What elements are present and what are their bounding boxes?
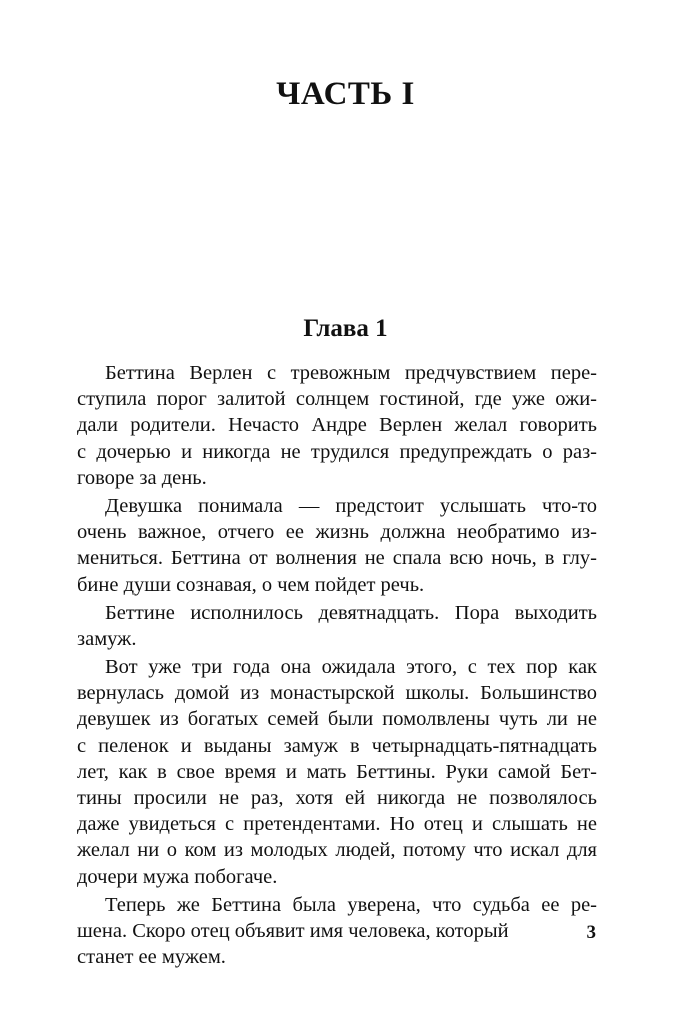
body-text: [77, 360, 597, 970]
text-line: Теперь же Беттина была уверена, что судьба ее ре-: [105, 893, 597, 916]
text-line: шена. Скоро отец объявит имя человека, который: [77, 919, 509, 942]
text-line: с пеленок и выданы замуж в четырнадцать-пятнадцать: [77, 734, 597, 757]
text-line: с дочерью и никогда не трудился предупреждать о раз-: [77, 440, 597, 463]
text-line: Беттине исполнилось девятнадцать. Пора выходить: [105, 601, 597, 624]
text-line: Девушка понимала — предстоит услышать что-то: [105, 494, 597, 517]
text-line: желал ни о ком из молодых людей, потому что искал для: [77, 839, 597, 862]
text-line: бине души сознавая, о чем пойдет речь.: [77, 573, 425, 596]
paragraph: [77, 892, 597, 971]
text-line: Беттина Верлен с тревожным предчувствием пере-: [105, 362, 597, 384]
text-line: ступила порог залитой солнцем гостиной, где уже ожи-: [77, 388, 597, 411]
chapter-title: Глава 1: [303, 315, 388, 342]
paragraph: [77, 360, 597, 491]
text-line: говоре за день.: [77, 466, 207, 489]
text-line: дочери мужа побогаче.: [77, 865, 278, 888]
text-line: мениться. Беттина от волнения не спала всю ночь, в глу-: [77, 547, 597, 570]
paragraph: [77, 493, 597, 598]
page-number: 3: [586, 922, 596, 943]
text-line: очень важное, отчего ее жизнь должна необратимо из-: [77, 521, 597, 544]
text-line: вернулась домой из монастырской школы. Большинство: [77, 682, 597, 705]
paragraph: [77, 654, 597, 890]
text-line: лет, как в свое время и мать Беттины. Руки самой Бет-: [77, 760, 597, 783]
text-line: тины просили не раз, хотя ей никогда не позволялось: [77, 787, 597, 809]
text-line: девушек из богатых семей были помолвлены чуть ли не: [77, 708, 597, 731]
text-line: Вот уже три года она ожидала этого, с тех пор как: [105, 656, 597, 679]
text-line: станет ее мужем.: [77, 946, 226, 969]
paragraph: [77, 600, 597, 652]
text-line: дали родители. Нечасто Андре Верлен желал говорить: [77, 414, 597, 437]
part-title: ЧАСТЬ I: [276, 76, 415, 112]
text-line: даже увидеться с претендентами. Но отец и слышать не: [77, 813, 597, 836]
text-line: замуж.: [77, 627, 137, 650]
